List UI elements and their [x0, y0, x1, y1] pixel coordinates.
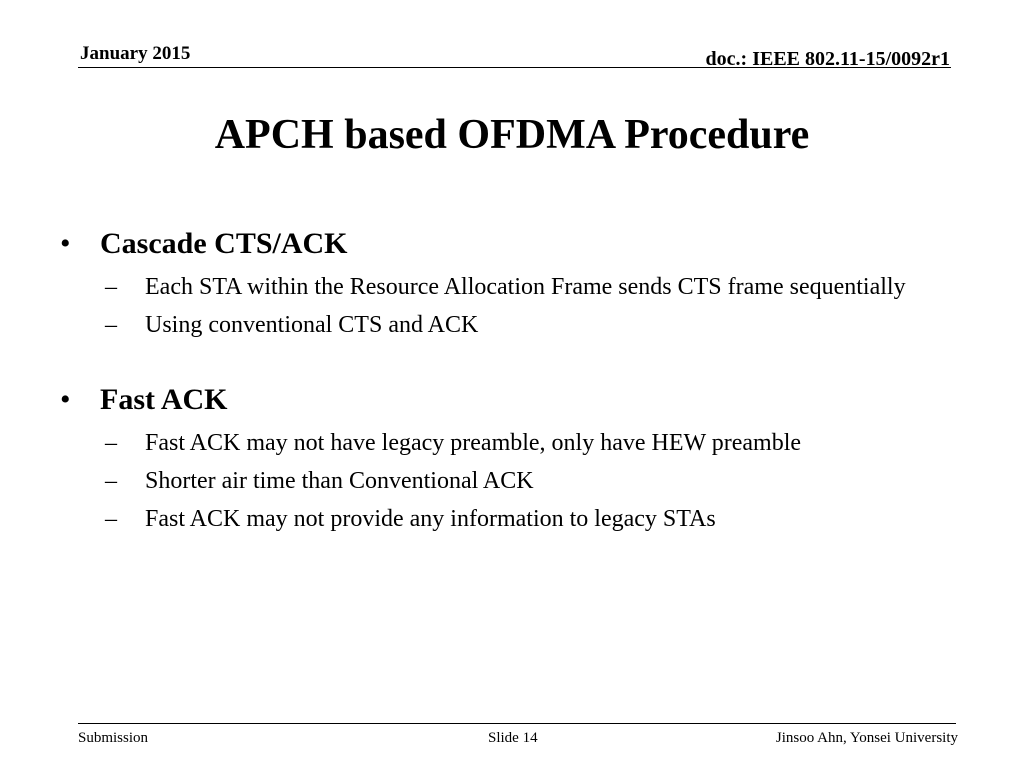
- sub-bullet-marker: –: [105, 468, 117, 494]
- header-doc-id: doc.: IEEE 802.11-15/0092r1: [705, 48, 950, 70]
- header-divider: [78, 67, 951, 68]
- sub-bullet: [60, 270, 950, 304]
- bullet-marker: •: [60, 383, 71, 416]
- bullet-marker: •: [60, 227, 71, 260]
- footer-divider: [78, 723, 956, 724]
- sub-bullet-text: Each STA within the Resource Allocation Frame sends CTS frame sequentially: [145, 274, 906, 300]
- sub-bullet-text: Fast ACK may not have legacy preamble, only have HEW preamble: [145, 430, 802, 456]
- bullet-text: Fast ACK: [100, 383, 228, 416]
- footer-author: Jinsoo Ahn, Yonsei University: [775, 730, 958, 746]
- sub-bullet: [60, 426, 950, 460]
- sub-bullet-text: Using conventional CTS and ACK: [145, 312, 479, 338]
- sub-bullet-marker: –: [105, 312, 117, 338]
- slide-body: [60, 222, 950, 536]
- sub-bullet: [60, 502, 950, 536]
- sub-bullet-marker: –: [105, 430, 117, 456]
- sub-bullet-marker: –: [105, 274, 117, 300]
- sub-bullet-text: Shorter air time than Conventional ACK: [145, 468, 534, 494]
- sub-bullet: [60, 464, 950, 498]
- header-date: January 2015: [80, 43, 191, 64]
- bullet-fast-ack: [60, 378, 950, 422]
- slide-title: APCH based OFDMA Procedure: [214, 112, 810, 158]
- footer-submission: Submission: [78, 730, 149, 746]
- bullet-cascade-cts-ack: [60, 222, 950, 266]
- spacer: [60, 342, 950, 378]
- sub-bullet: [60, 308, 950, 342]
- sub-bullet-marker: –: [105, 506, 117, 532]
- bullet-text: Cascade CTS/ACK: [100, 227, 348, 260]
- sub-bullet-text: Fast ACK may not provide any information to legacy STAs: [145, 506, 716, 532]
- footer-slide-number: Slide 14: [488, 730, 538, 746]
